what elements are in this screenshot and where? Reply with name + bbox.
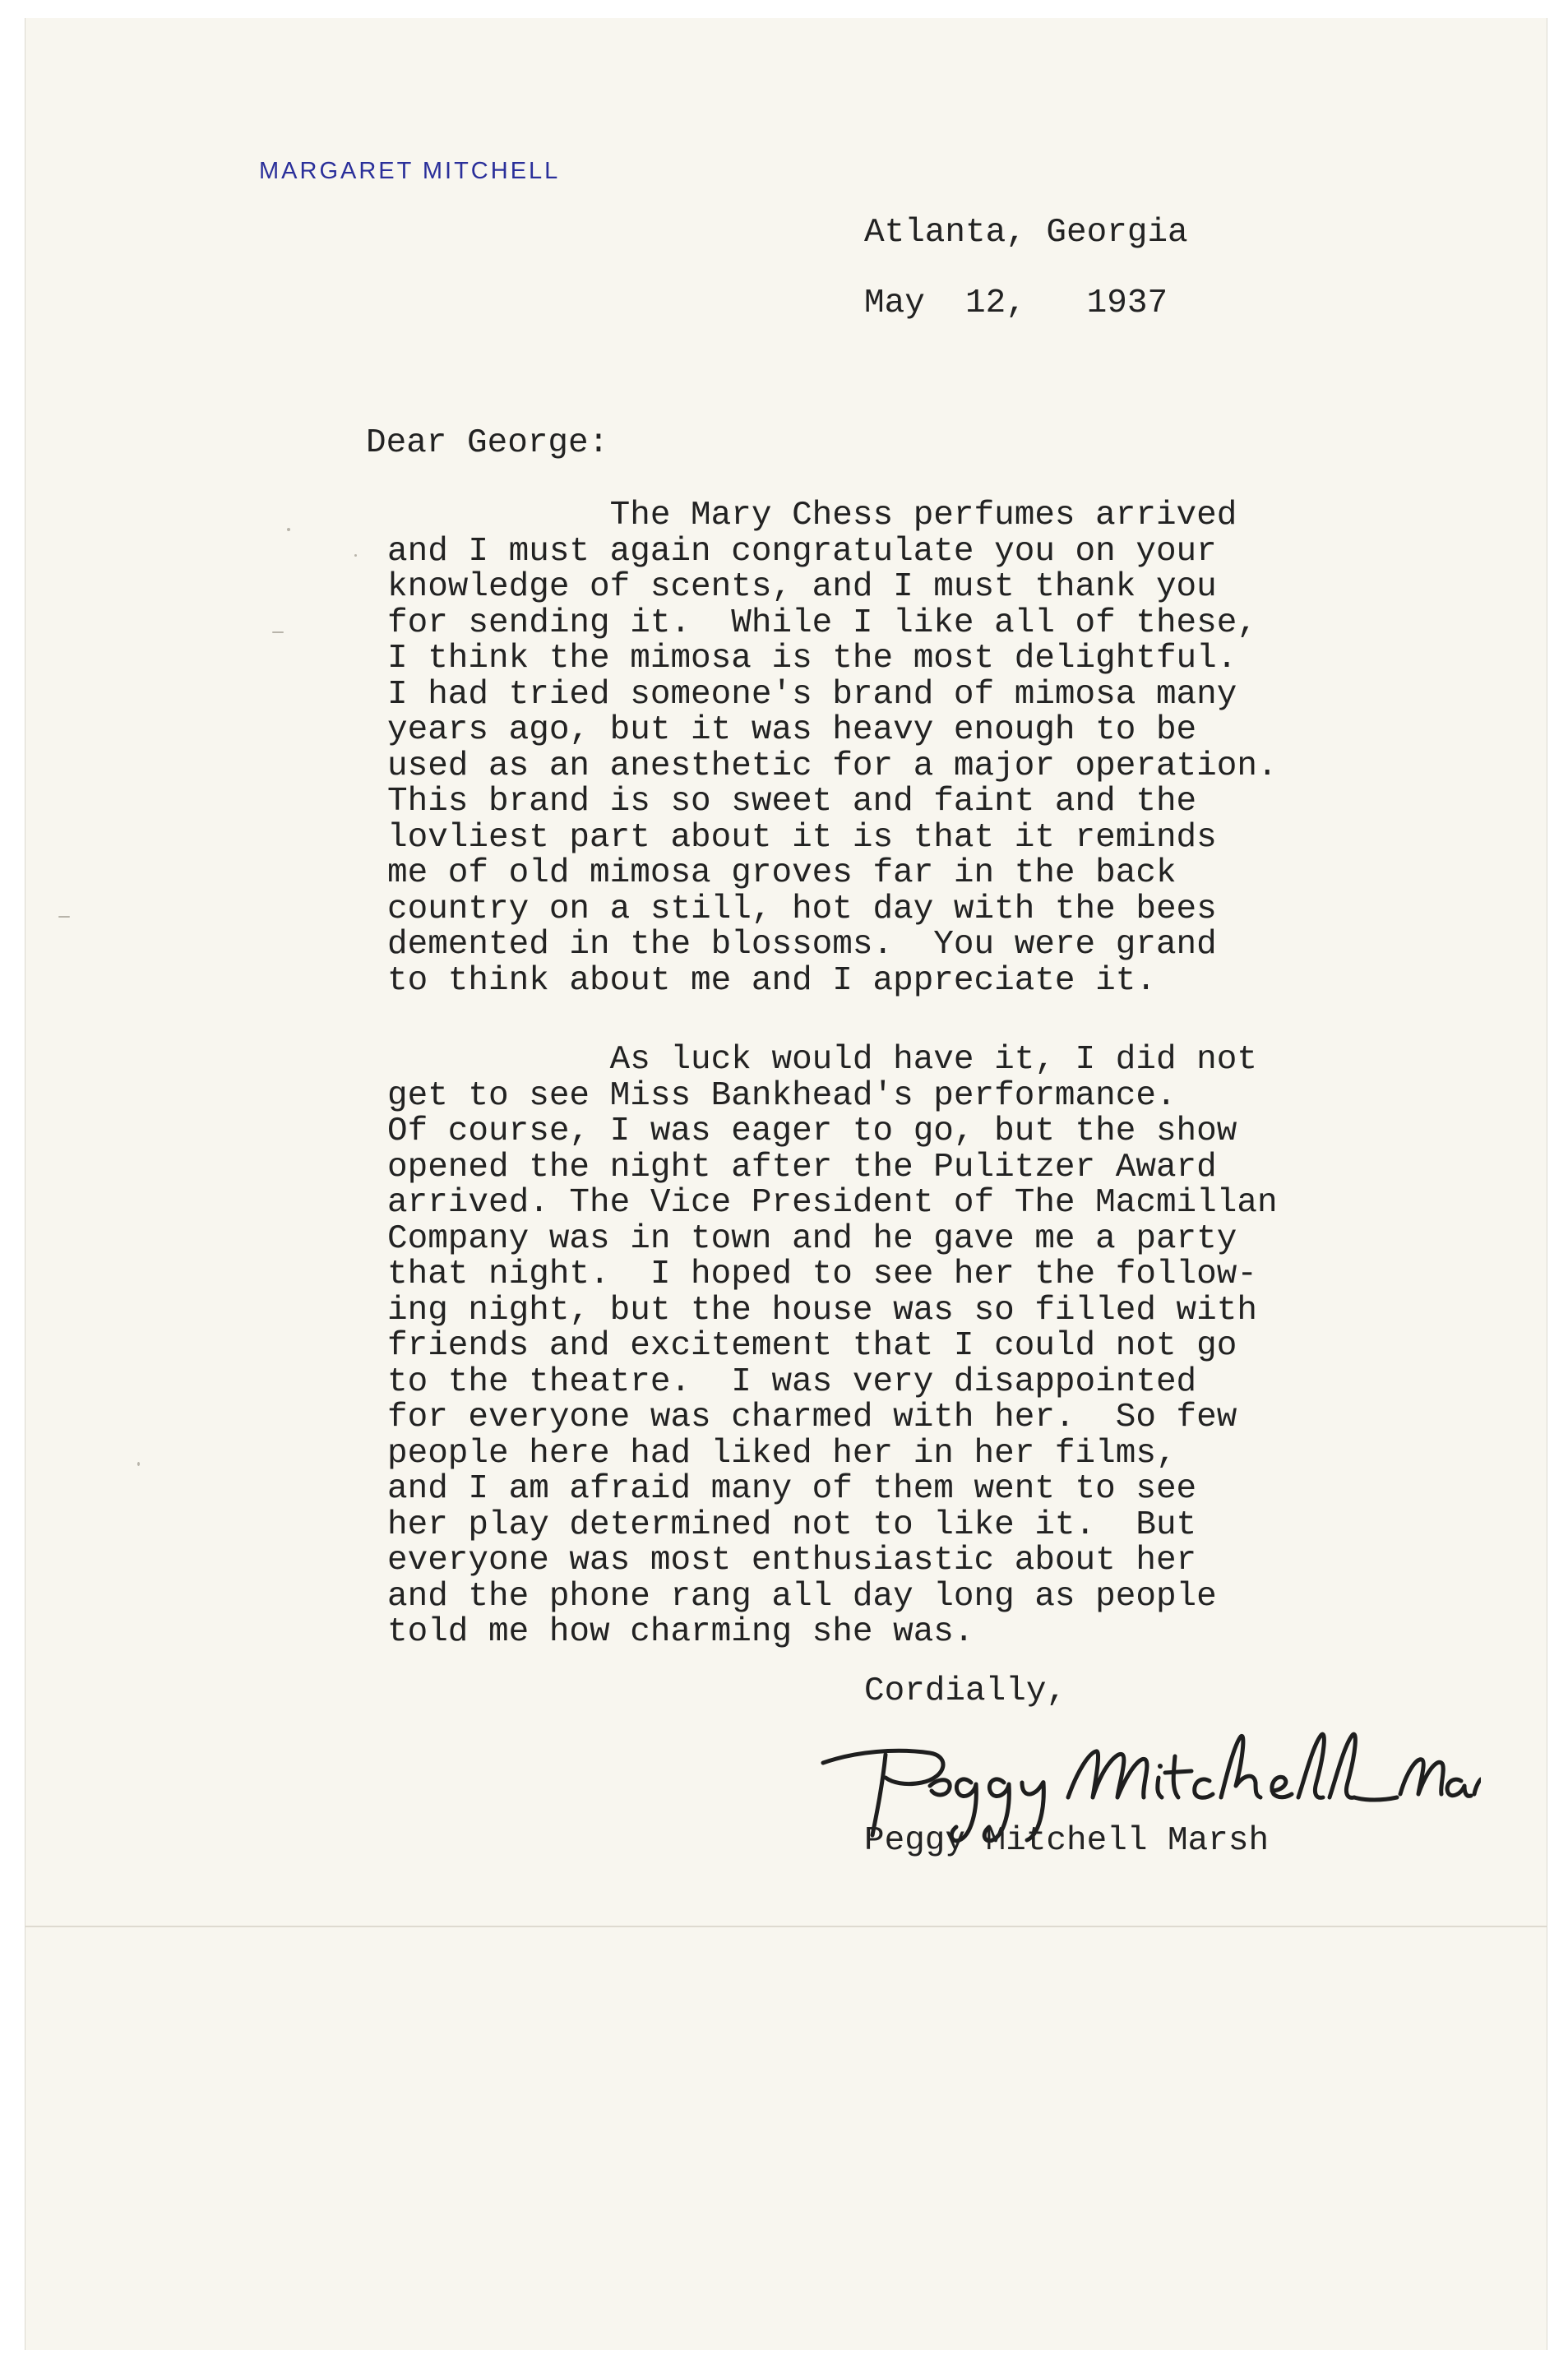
letter-page xyxy=(25,18,1547,2350)
text-line: opened the night after the Pulitzer Award xyxy=(387,1148,1217,1186)
body-paragraph-2 xyxy=(387,1043,1278,1651)
text-line: ing night, but the house was so filled with xyxy=(387,1291,1257,1330)
text-line: knowledge of scents, and I must thank you xyxy=(387,568,1217,606)
paper-speck xyxy=(287,528,290,531)
typed-signature-name: Peggy Mitchell Marsh xyxy=(864,1822,1270,1860)
text-line: country on a still, hot day with the bees xyxy=(387,890,1217,928)
text-line: I had tried someone's brand of mimosa many xyxy=(387,675,1237,714)
paper-speck xyxy=(137,1462,140,1466)
body-paragraph-1 xyxy=(387,498,1278,999)
text-line: lovliest part about it is that it reminds xyxy=(387,818,1217,857)
text-line: arrived. The Vice President of The Macmillan xyxy=(387,1184,1278,1222)
text-line: Of course, I was eager to go, but the show xyxy=(387,1112,1237,1150)
text-line: As luck would have it, I did not xyxy=(387,1041,1257,1079)
text-line: people here had liked her in her films, xyxy=(387,1434,1177,1473)
text-line: for everyone was charmed with her. So few xyxy=(387,1399,1237,1436)
text-line: years ago, but it was heavy enough to be xyxy=(387,711,1197,749)
letter-date: May 12, 1937 xyxy=(864,284,1168,322)
text-line: get to see Miss Bankhead's performance. xyxy=(387,1076,1177,1115)
text-line: her play determined not to like it. But xyxy=(387,1505,1197,1544)
text-line: for sending it. While I like all of these, xyxy=(387,604,1257,642)
text-line: that night. I hoped to see her the follow- xyxy=(387,1256,1257,1293)
letterhead-name: MARGARET MITCHELL xyxy=(259,158,561,184)
text-line: me of old mimosa groves far in the back xyxy=(387,854,1177,892)
text-line: This brand is so sweet and faint and the xyxy=(387,783,1197,821)
text-line: and the phone rang all day long as people xyxy=(387,1577,1217,1616)
text-line: everyone was most enthusiastic about her xyxy=(387,1542,1197,1579)
paper-fold-line xyxy=(25,1926,1547,1927)
closing: Cordially, xyxy=(864,1672,1067,1710)
paper-speck xyxy=(58,916,70,918)
text-line: The Mary Chess perfumes arrived xyxy=(387,497,1237,534)
letter-place: Atlanta, Georgia xyxy=(864,214,1188,252)
text-line: to think about me and I appreciate it. xyxy=(387,961,1156,1000)
text-line: friends and excitement that I could not go xyxy=(387,1327,1237,1365)
paper-speck xyxy=(272,631,284,633)
text-line: used as an anesthetic for a major operation. xyxy=(387,747,1278,785)
text-line: demented in the blossoms. You were grand xyxy=(387,926,1217,964)
text-line: Company was in town and he gave me a party xyxy=(387,1219,1237,1258)
text-line: I think the mimosa is the most delightful. xyxy=(387,640,1237,678)
paper-speck xyxy=(354,554,357,557)
text-line: told me how charming she was. xyxy=(387,1613,974,1651)
text-line: and I am afraid many of them went to see xyxy=(387,1470,1197,1508)
salutation: Dear George: xyxy=(366,424,609,462)
text-line: to the theatre. I was very disappointed xyxy=(387,1362,1197,1401)
text-line: and I must again congratulate you on your xyxy=(387,532,1217,571)
